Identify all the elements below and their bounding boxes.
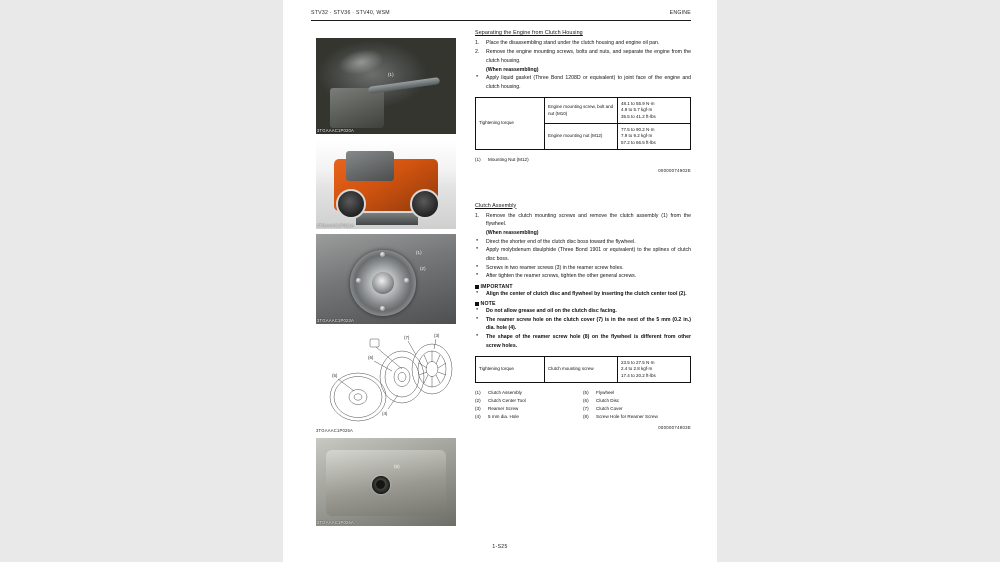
legend-item [475,156,691,164]
legend-item [475,397,583,405]
figure-code: 3TGAAAC1P023A [317,318,355,323]
torque-value-kgf: 4.9 to 5.7 kgf·m [621,107,653,113]
legend-number: (5) [583,389,589,395]
page-sheet [283,0,717,562]
legend-label: Flywheel [596,389,615,395]
page-header [311,10,691,16]
section-clutch-assembly [475,203,691,430]
table-row [476,98,691,124]
procedure-steps [475,39,691,65]
legend-item [583,389,691,397]
bullet-item: ● Direct the shorter end of the clutch disc boss toward the flywheel. [475,238,691,247]
legend-label: Screw Hole for Reamer Screw [596,413,658,419]
section-separating-engine [475,30,691,173]
important-label: IMPORTANT [480,283,513,290]
torque-value-ftlb: 57.2 to 66.5 ft-lbs [621,139,656,145]
figure-callout: (1) [416,250,422,255]
torque-value-ftlb: 35.5 to 41.2 ft-lbs [621,114,656,119]
torque-values [618,124,691,150]
legend-number: (8) [583,413,589,419]
bullet-item: ● The reamer screw hole on the clutch cover (7) is in the next of the 5 mm (0.2 in.) dia. hole (4). [475,316,691,333]
step-item [475,48,691,65]
torque-value-kgf: 7.9 to 9.2 kgf·m [621,133,653,139]
torque-value-nm: 77.5 to 90.2 N·m [621,126,655,132]
legend-item [475,389,583,397]
legend-item [583,405,691,413]
bullet-item: ● Do not allow grease and oil on the clutch disc facing. [475,307,691,316]
legend-label: Reamer Screw [488,405,519,411]
photo-bolt [356,278,361,283]
figure-callout: (4) [382,411,388,416]
legend-label: Clutch Disc [596,397,620,403]
photo-engine-unit [346,151,394,181]
parts-legend-1 [475,156,691,164]
step-number: 1. [475,212,480,219]
reassembly-bullets [475,74,691,91]
legend-number: (3) [475,405,481,411]
legend-column-right [583,389,691,421]
figure-stand-photo [316,139,462,229]
page-background-right [717,0,1000,562]
figure-image [316,38,456,134]
torque-label: Tightening torque [476,98,545,149]
figure-callout: (6) [368,355,374,360]
photo-clutch-hub [372,272,394,294]
step-number: 1. [475,40,480,46]
photo-bolt [380,252,385,257]
legend-column-left [475,389,583,421]
step-number: 2. [475,49,480,56]
figure-code: 3TGAAAC1P025A [316,428,354,433]
legend-number: (6) [583,397,589,403]
instruction-column [475,30,691,430]
photo-highlight [336,45,386,78]
photo-wheel [410,189,440,219]
note-label: NOTE [480,301,496,308]
photo-wheel [336,189,366,219]
legend-item [583,397,691,405]
photo-disassembling-stand [356,213,418,225]
bullet-item: ● Align the center of clutch disc and flywheel by inserting the clutch center tool (2). [475,290,691,299]
torque-value-nm: 48.1 to 55.9 N·m [621,100,655,106]
legend-item [475,413,583,421]
reassembly-bullets [475,238,691,281]
legend-item [583,413,691,421]
important-bullets [475,290,691,299]
tightening-torque-table-1 [475,97,691,149]
photo-flywheel-surface [316,438,456,526]
torque-values [618,357,691,383]
bullet-item: ● Apply liquid gasket (Three Bond 1208D or equivalent) to joint face of the engine and clutch housing. [475,74,691,91]
torque-label: Tightening torque [476,357,545,383]
torque-value-kgf: 2.4 to 2.8 kgf·m [621,366,653,372]
legend-number: (1) [475,389,481,395]
flag-marker-icon [475,285,479,289]
table-row [476,357,691,383]
reassembly-subheading: (When reassembling) [486,230,539,237]
figure-callout: (3) [434,333,440,338]
legend-label: Mounting Nut (M12) [488,156,529,162]
page-background-left [0,0,283,562]
torque-item: Clutch mounting screw [545,357,618,383]
step-text: Remove the clutch mounting screws and remove the clutch assembly (1) from the flywheel. [486,212,691,228]
figure-clutch-photo [316,234,462,324]
photo-bolt [404,278,409,283]
header-divider [311,20,691,21]
flag-marker-icon [475,302,479,306]
figure-image [316,139,456,229]
step-item [475,212,691,229]
legend-label: Clutch Cover [596,405,623,411]
legend-item [475,405,583,413]
tightening-torque-table-2 [475,356,691,383]
bullet-item: ● After tighten the reamer screws, tighten the other general screws. [475,272,691,281]
note-bullets [475,307,691,350]
torque-values [618,98,691,124]
photo-stand [316,139,456,229]
legend-label: Clutch Assembly [488,389,522,395]
exploded-view-svg [316,329,456,427]
legend-label: 5 mm dia. Hole [488,413,519,419]
photo-hose [368,77,440,94]
figure-callout: (7) [404,335,410,340]
figure-callout: (2) [420,266,426,271]
figure-callout: (5) [332,373,338,378]
legend-number: (4) [475,413,481,419]
figure-image [316,234,456,324]
figure-code: 3TGAAAC1P021A [317,223,355,228]
bullet-item: ● Apply molybdenum disulphide (Three Bond 1901 or equivalent) to the splines of clutch disc boss. [475,246,691,263]
step-text: Place the disassembling stand under the clutch housing and engine oil pan. [486,40,660,46]
figure-callout: (8) [394,464,400,469]
photo-engine-block [330,88,384,128]
bullet-item: ● The shape of the reamer screw hole (8) on the flywheel is different from other screw holes. [475,333,691,350]
legend-number: (2) [475,397,481,403]
figure-image [316,438,456,526]
section-title: Separating the Engine from Clutch Housing [475,30,583,36]
figure-column [316,38,462,531]
torque-item: Engine mounting nut (M12) [545,124,618,150]
photo-screw-hole-inner [376,480,385,489]
figure-engine-photo [316,38,462,134]
procedure-steps [475,212,691,229]
figure-code: 3TGAAAC1P020A [317,128,355,133]
figure-image [316,329,456,427]
photo-clutch [316,234,456,324]
torque-value-nm: 23.5 to 27.5 N·m [621,359,655,365]
step-text: Remove the engine mounting screws, bolts and nuts, and separate the engine from the clutch housing. [486,49,691,64]
figure-reamer-hole-photo [316,438,462,526]
header-model-list: STV32 · STV36 · STV40, WSM [311,10,390,16]
legend-number: (7) [583,405,589,411]
page-number: 1-S25 [492,544,508,550]
step-item [475,39,691,48]
reassembly-subheading: (When reassembling) [486,66,539,73]
photo-bolt [380,306,385,311]
bullet-item: ● Screws in two reamer screws (3) in the reamer screw holes. [475,264,691,273]
torque-item: Engine mounting screw, bolt and nut (M10) [545,98,618,124]
figure-code: 3TGAAAC1P026A [317,520,355,525]
legend-number: (1) [475,156,481,162]
figure-reference-code: 00000074902E [658,167,691,173]
section-title: Clutch Assembly [475,202,517,209]
figure-exploded-drawing [316,329,462,433]
parts-legend-2 [475,389,691,421]
figure-callout: (1) [388,72,394,77]
legend-label: Clutch Center Tool [488,397,526,403]
photo-engine [316,38,456,134]
torque-value-ftlb: 17.4 to 20.2 ft-lbs [621,372,656,378]
header-section-name: ENGINE [669,10,691,16]
figure-reference-code: 00000074903E [658,424,691,430]
